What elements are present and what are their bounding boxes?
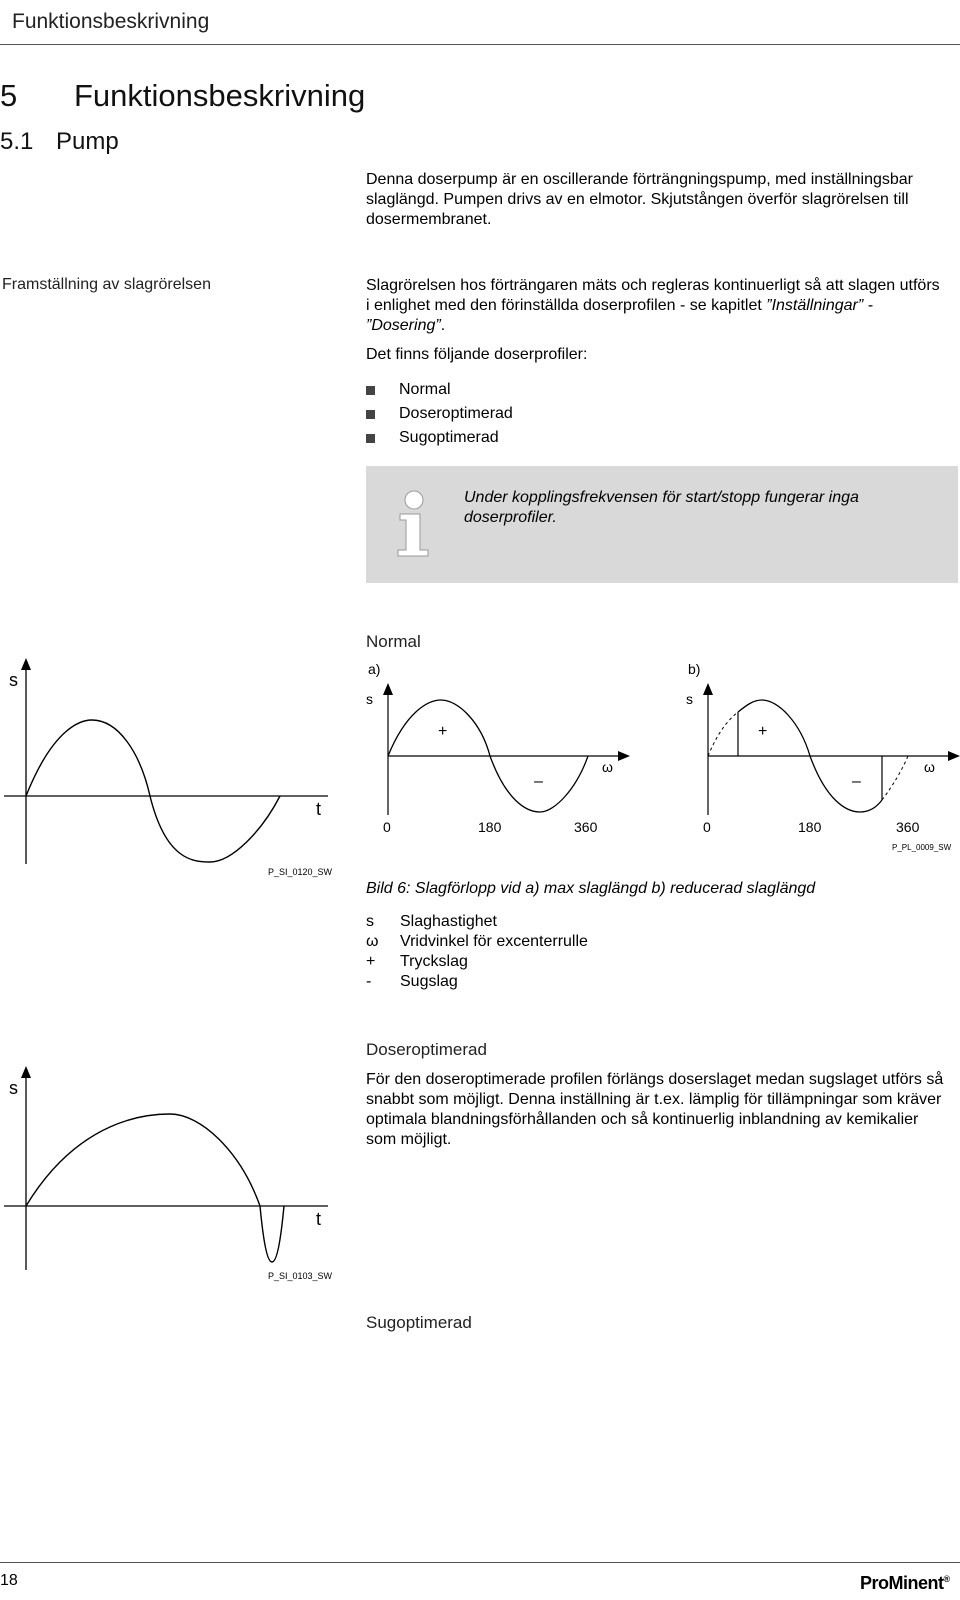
legend-row: ω Vridvinkel för excenterrulle [366,933,588,950]
brand-logo: ProMinent® [860,1573,950,1593]
doseroptimerad-text: För den doseroptimerade profilen förlängs doserslaget medan sugslaget utförs så snabbt som möjligt. Denna inställning är t.ex. lämplig för tillämpningar som kräver optimala blandningsförhållanden och så kontinuerlig inblandning av kemikalier som möjligt. [366,1071,944,1148]
profile-list [366,378,513,450]
panel-a-tick-180: 180 [478,819,502,835]
stroke-paragraph [366,276,946,336]
list-item: Normal [366,378,513,402]
square-bullet-icon [366,410,375,419]
panel-b-tick-0: 0 [703,819,711,835]
legend-row: - Sugslag [366,973,458,990]
normal-stroke-diagram [0,656,340,878]
stroke-paragraph-end: . [440,317,446,334]
header-divider [0,44,960,45]
panel-a-tick-0: 0 [383,819,391,835]
panel-a-minus: – [534,773,543,790]
info-note: Under kopplingsfrekvensen för start/stopp fungerar inga doserprofiler. [464,489,859,526]
side-heading: Framställning av slagrörelsen [2,276,211,293]
stroke-paragraph-text: Slagrörelsen hos förträngaren mäts och regleras kontinuerligt så att slagen utförs i enlighet med den förinställda doserprofilen - se kapitlet [366,277,940,314]
figure-code: P_PL_0009_SW [892,843,952,852]
legend [366,912,588,992]
normal-stroke-panels [366,660,960,880]
list-item: Doseroptimerad [366,402,513,426]
normal-heading: Normal [366,632,421,651]
intro-paragraph: Denna doserpump är en oscillerande förträngningspump, med inställningsbar slaglängd. Pumpen drivs av en elmotor. Skjutstången överför slagrörelsen till dosermembranet. [366,171,913,228]
running-header: Funktionsbeskrivning [12,10,210,33]
footer-divider [0,1562,960,1563]
doseroptimerad-heading: Doseroptimerad [366,1040,487,1059]
panel-a-tick-360: 360 [574,819,598,835]
y-axis-label: s [9,1078,18,1098]
legend-row: + Tryckslag [366,953,468,970]
page-number: 18 [0,1572,18,1589]
panel-b-minus: – [852,773,861,790]
sugoptimerad-heading: Sugoptimerad [366,1313,472,1332]
figure-caption: Bild 6: Slagförlopp vid a) max slaglängd b) reducerad slaglängd [366,880,816,897]
figure-code: P_SI_0103_SW [268,1271,333,1281]
legend-row: s Slaghastighet [366,913,497,930]
section-number: 5.1 [0,128,34,155]
profiles-intro: Det finns följande doserprofiler: [366,346,588,363]
chapter-reference: ”Inställningar” - ”Dosering” [366,297,873,334]
panel-b-y-axis: s [686,691,693,707]
square-bullet-icon [366,386,375,395]
chapter-number: 5 [0,78,18,113]
panel-b-plus: + [758,723,768,740]
figure-code: P_SI_0120_SW [268,867,333,877]
list-item: Sugoptimerad [366,426,513,450]
panel-b-tick-360: 360 [896,819,920,835]
x-axis-label: t [316,799,322,819]
panel-b-tag: b) [688,661,701,677]
info-box [366,466,958,583]
panel-a-tag: a) [368,661,381,677]
panel-a-y-axis: s [366,691,373,707]
info-icon [394,490,434,560]
panel-b-tick-180: 180 [798,819,822,835]
panel-a-omega: ω [602,759,613,775]
x-axis-label: t [316,1209,322,1229]
square-bullet-icon [366,434,375,443]
panel-a-plus: + [438,723,448,740]
section-title: Pump [56,128,119,155]
panel-b-omega: ω [924,759,935,775]
y-axis-label: s [9,670,18,690]
doseroptimerad-stroke-diagram [0,1062,340,1282]
chapter-title: Funktionsbeskrivning [74,78,366,113]
